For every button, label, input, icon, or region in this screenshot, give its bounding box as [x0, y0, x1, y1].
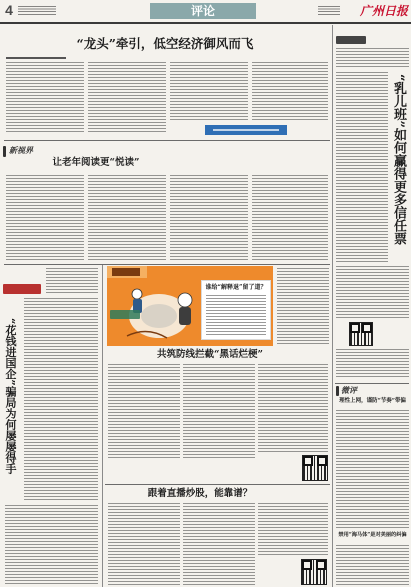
- lead-body-col4: [252, 62, 328, 122]
- cartoon-tag: [112, 268, 140, 276]
- online-body: [336, 410, 409, 528]
- qr-code: [302, 560, 326, 584]
- cartoon-side-body: [277, 268, 329, 346]
- stocks-body-col1: [108, 503, 180, 587]
- reading-body-col4: [252, 175, 328, 260]
- lead-body-col2: [88, 62, 166, 134]
- column-tag: [336, 36, 366, 44]
- stocks-headline: 跟着直播炒股，能靠谱？: [147, 488, 253, 499]
- slang-body-col1: [108, 364, 180, 459]
- reading-body-col2: [88, 175, 166, 260]
- nursery-body-end: [336, 349, 409, 379]
- page-number: 4: [5, 2, 13, 18]
- divider: [105, 484, 330, 485]
- stocks-body-col2: [183, 503, 255, 587]
- scam-body-col: [24, 298, 98, 500]
- header-rule: [0, 22, 411, 24]
- nursery-body-bottom: [336, 266, 409, 320]
- beauty-headline: 禁用“海马体”是对美丽的纠偏: [338, 532, 407, 538]
- cartoon: [107, 266, 273, 346]
- lead-body-col1: [6, 62, 84, 134]
- section-tag: [336, 386, 339, 396]
- section-tag-label: 新视界: [9, 146, 33, 155]
- nursery-body-col: [336, 72, 388, 262]
- byline: [6, 57, 66, 59]
- cartoon-caption: 谁给“解释退”留了道？: [205, 284, 267, 291]
- divider: [4, 264, 330, 265]
- divider: [4, 140, 330, 141]
- qr-code: [350, 323, 372, 345]
- nursery-body-top: [336, 48, 409, 68]
- scam-body-bottom: [5, 505, 98, 585]
- section-tag-label: 微评: [341, 386, 357, 395]
- date-info: [318, 6, 340, 16]
- slang-body-col2: [183, 364, 255, 459]
- reading-headline: 让老年阅读更“悦读”: [52, 157, 140, 168]
- qr-code: [303, 456, 327, 480]
- online-headline: 理性上网，谨防“节奏”带偏: [339, 398, 406, 404]
- scam-body-top: [46, 268, 98, 294]
- divider: [335, 383, 409, 384]
- column-divider: [332, 25, 333, 587]
- slang-headline: 共筑防线拦截“黑话烂梗”: [157, 349, 263, 360]
- lead-headline: “龙头”牵引，低空经济御风而飞: [76, 36, 254, 51]
- cartoon-note: [206, 295, 266, 335]
- section-banner: [150, 3, 256, 19]
- scam-headline: “花钱进国企”骗局为何屡屡得手: [4, 318, 17, 474]
- column-tag: [110, 310, 140, 319]
- section-title: 评论: [190, 4, 215, 18]
- stocks-body-col3: [258, 503, 328, 557]
- scan-strip: [205, 125, 287, 135]
- masthead-logo: 广州日报: [359, 4, 408, 18]
- slang-body-col3: [258, 364, 328, 454]
- lead-body-col3: [170, 62, 248, 122]
- section-tag: [3, 146, 6, 157]
- column-divider: [102, 265, 103, 587]
- nursery-headline: “乳儿班”如何赢得更多信任票: [391, 74, 406, 245]
- cartoon-caption-box: [201, 280, 271, 340]
- reading-body-col1: [6, 175, 84, 260]
- column-tag: [3, 284, 41, 294]
- beauty-body: [336, 545, 409, 585]
- reading-body-col3: [170, 175, 248, 260]
- edition-info: [18, 6, 56, 16]
